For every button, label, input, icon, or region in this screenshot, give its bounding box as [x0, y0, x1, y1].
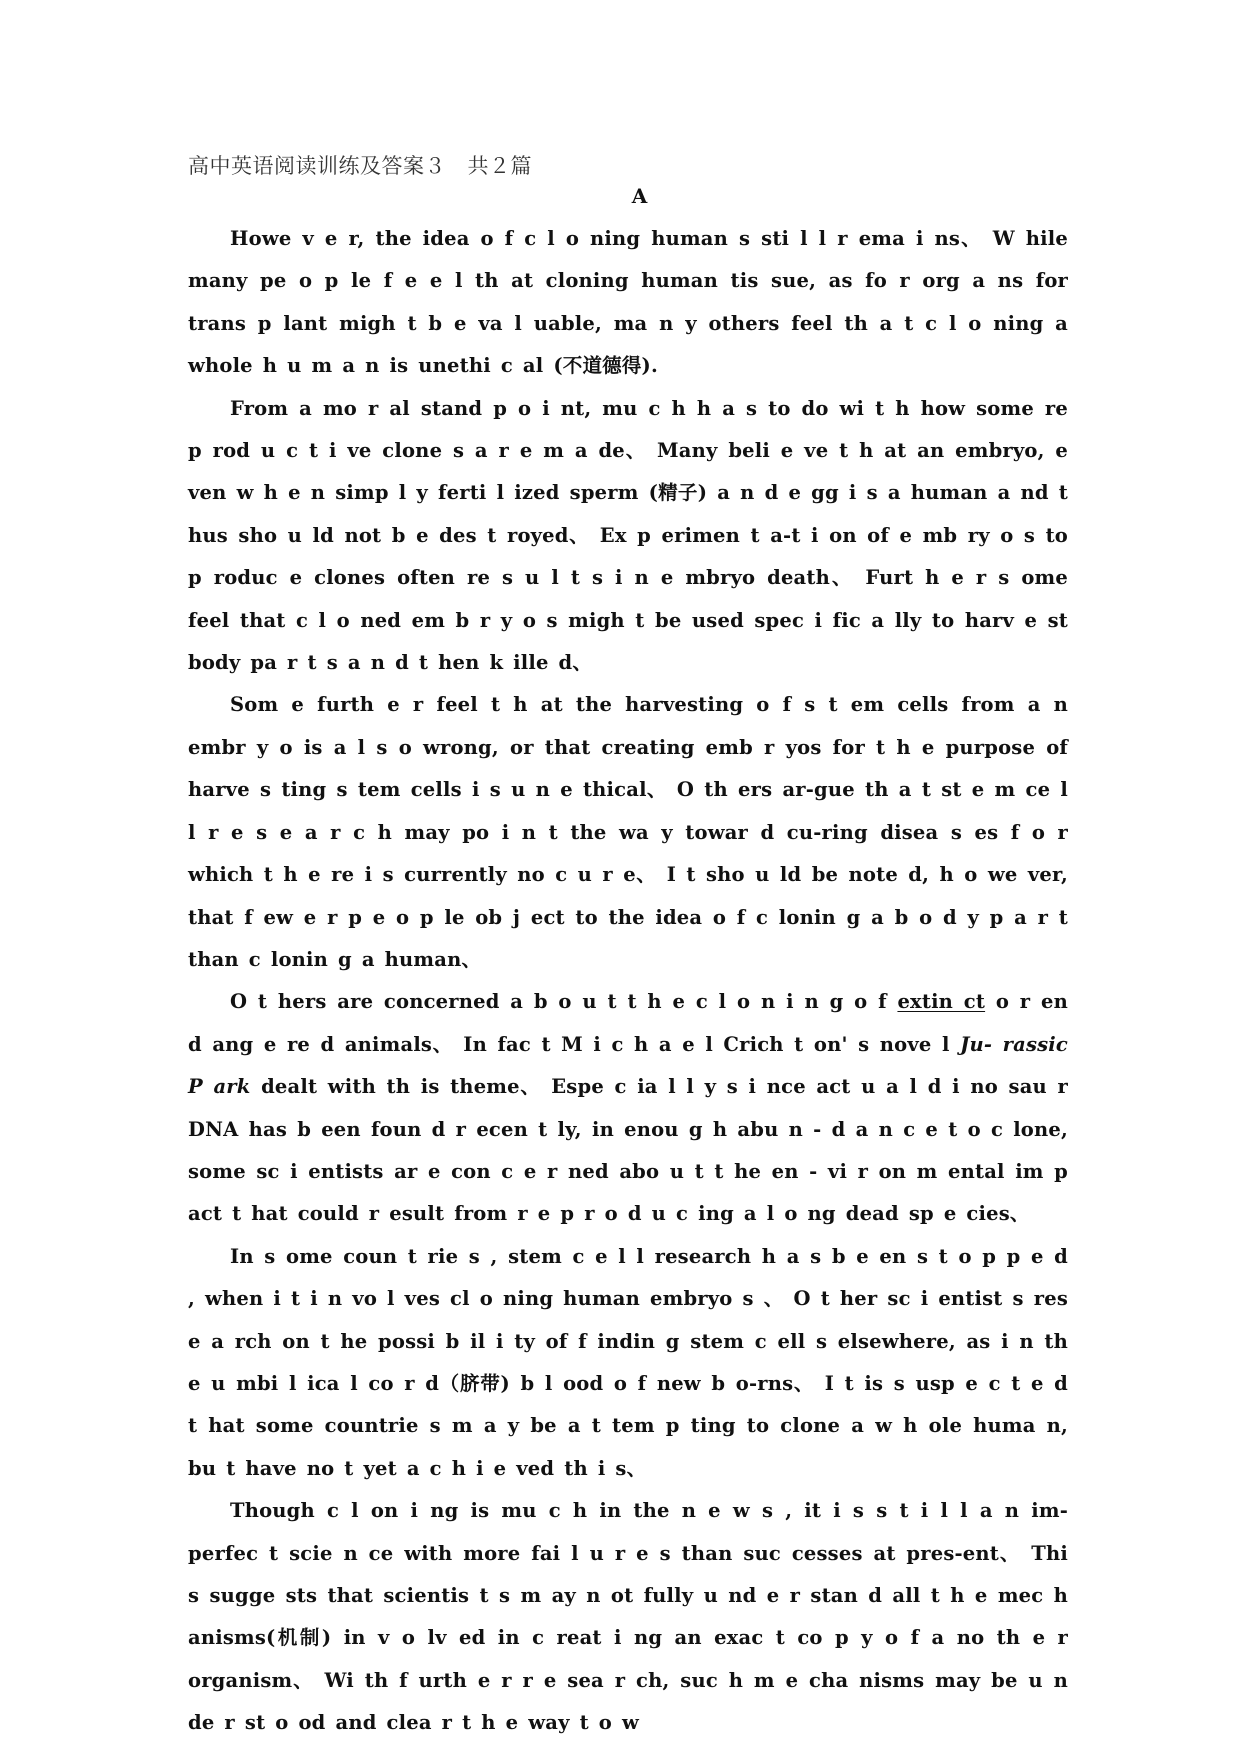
paragraph-4-middle: o r en d ang e re d animals、 In fac t M i c h a e l Crich t on' s nove l [188, 990, 1068, 1056]
paragraph-4 [188, 981, 1068, 1235]
paragraph-1: Howe v e r, the idea o f c l o ning human s sti l l r ema i ns、 W hile many pe o p le f e e l th at cloning human tis sue, as fo r org a ns for trans p lant migh t b e va l uable, ma n y others feel th a t c l o ning a whole h u m a n is unethi c al (不道德得). [188, 227, 1068, 378]
paragraph-6: Though c l on i ng is mu c h in the n e w s , it i s s t i l l a n im-perfec t scie n ce with more fai l u r e s than suc cesses at pres-ent、 Thi s sugge sts that scientis t s m ay n ot fully u nd e r stan d all t h e mec h anisms(机制) in v o lv ed in c reat i ng an exac t co p y o f a no th e r organism、 Wi th f urth e r r e sea r ch, suc h m e cha nisms may be u n de r st o od and clea r t h e way t o w [188, 1499, 1068, 1735]
paragraph-4-end: dealt with th is theme、 Espe c ia l l y s i nce act u a l d i no sau r DNA has b een foun d r ecen t ly, in enou g h abu n - d a n c e t o c lone, some sc i entists ar e con c e r ned abo u t t he en - vi r on m ental im p act t hat could r esult from r e p r o d u c ing a l o ng dead sp e cies、 [188, 1075, 1068, 1226]
paragraph-2: From a mo r al stand p o i nt, mu c h h a s to do wi t h how some re p rod u c t i ve clone s a r e m a de、 Many beli e ve t h at an embryo, e ven w h e n simp l y ferti l ized sperm (精子) a n d e gg i s a human a nd t hus sho u ld not b e des t royed、 Ex p erimen t a-t i on of e mb ry o s to p roduc e clones often re s u l t s i n e mbryo death、 Furt h e r s ome feel that c l o ned em b r y o s migh t be used spec i fic a lly to harv e st body pa r t s a n d t hen k ille d、 [188, 396, 1068, 675]
underlined-word: extin ct [897, 990, 986, 1014]
paragraph-5: In s ome coun t rie s , stem c e l l research h a s b e en s t o p p e d , when i t i n vo l ves cl o ning human embryo s 、 O t her sc i entist s res e a rch on t he possi b il i ty of f indin g stem c ell s elsewhere, as i n th e u mbi l ica l co r d（脐带) b l ood o f new b o-rns、 I t is s usp e c t e d t hat some countrie s m a y be a t tem p ting to clone a w h ole huma n, bu t have no t yet a c h i e ved th i s、 [188, 1244, 1068, 1480]
body-text [188, 218, 1068, 1745]
section-heading: A [631, 184, 648, 208]
novel-title: Ju- rassic P ark [188, 1032, 1068, 1099]
paragraph-3: Som e furth e r feel t h at the harvesting o f s t em cells from a n embr y o is a l s o wrong, or that creating emb r yos for t h e purpose of harve s ting s tem cells i s u n e thical、 O th ers ar-gue th a t st e m ce l l r e s e a r c h may po i n t the wa y towar d cu-ring disea s es f o r which t h e re i s currently no c u r e、 I t sho u ld be note d, h o we ver, that f ew e r p e o p le ob j ect to the idea o f c lonin g a b o d y p a r t than c lonin g a human、 [188, 693, 1068, 971]
document-title: 高中英语阅读训练及答案３ 共２篇 [188, 154, 532, 178]
paragraph-4-lead: O t hers are concerned a b o u t t h e c l o n i n g o f [230, 990, 898, 1014]
